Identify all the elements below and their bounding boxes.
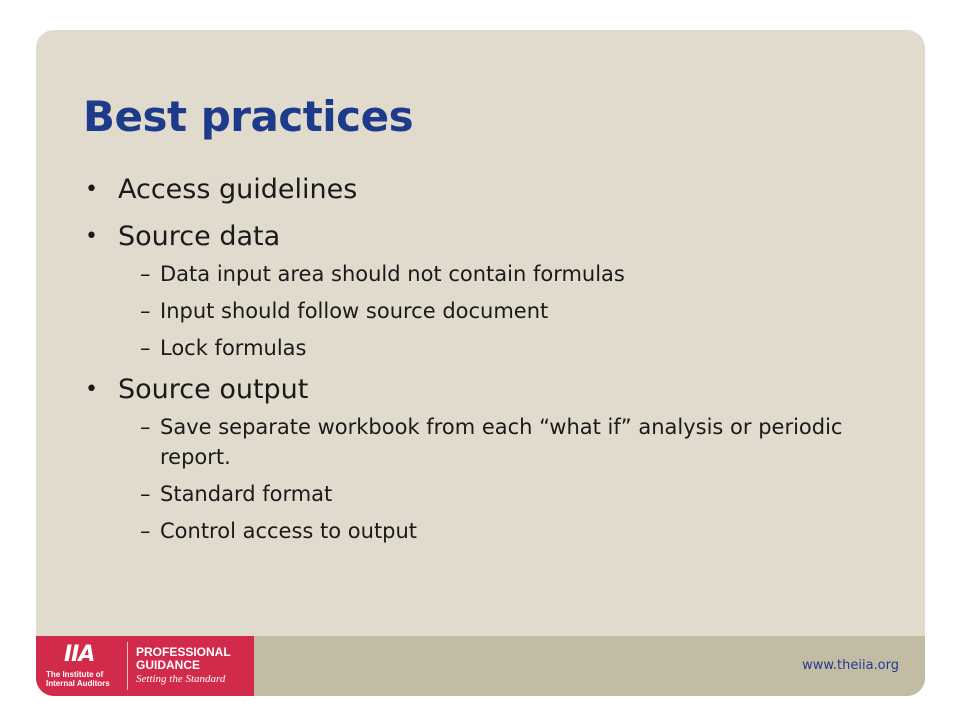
bullet-text: Source data [118, 221, 281, 252]
logo-program [136, 646, 251, 686]
bullet-item [83, 170, 883, 210]
sub-bullet-item: – Lock formulas [118, 333, 883, 363]
logo-emblem [46, 642, 124, 692]
iia-mark: IIA [64, 642, 95, 667]
sub-bullet-list [118, 412, 883, 546]
sub-bullet-item: – Input should follow source document [118, 296, 883, 326]
logo-org-name: The Institute of Internal Auditors [46, 670, 110, 688]
sub-bullet-item: – Control access to output [118, 516, 883, 546]
bullet-text: Source output [118, 374, 309, 405]
sub-bullet-list [118, 259, 883, 363]
slide-title: Best practices [83, 92, 414, 141]
sub-bullet-item: – Standard format [118, 479, 883, 509]
bullet-text: Access guidelines [118, 174, 358, 205]
logo-divider [127, 642, 128, 690]
logo-tagline: Setting the Standard [136, 673, 226, 685]
bullet-item [83, 217, 883, 363]
program-line2: GUIDANCE [136, 658, 201, 672]
sub-bullet-item: – Data input area should not contain formulas [118, 259, 883, 289]
website-link[interactable]: www.theiia.org [802, 658, 899, 673]
bullet-list [83, 170, 883, 553]
bullet-item [83, 370, 883, 546]
slide [36, 30, 925, 696]
program-line1: PROFESSIONAL [136, 645, 231, 659]
footer-bar [36, 636, 925, 696]
sub-bullet-item: – Save separate workbook from each “what if” analysis or periodic report. [118, 412, 883, 472]
iia-logo [36, 636, 254, 696]
